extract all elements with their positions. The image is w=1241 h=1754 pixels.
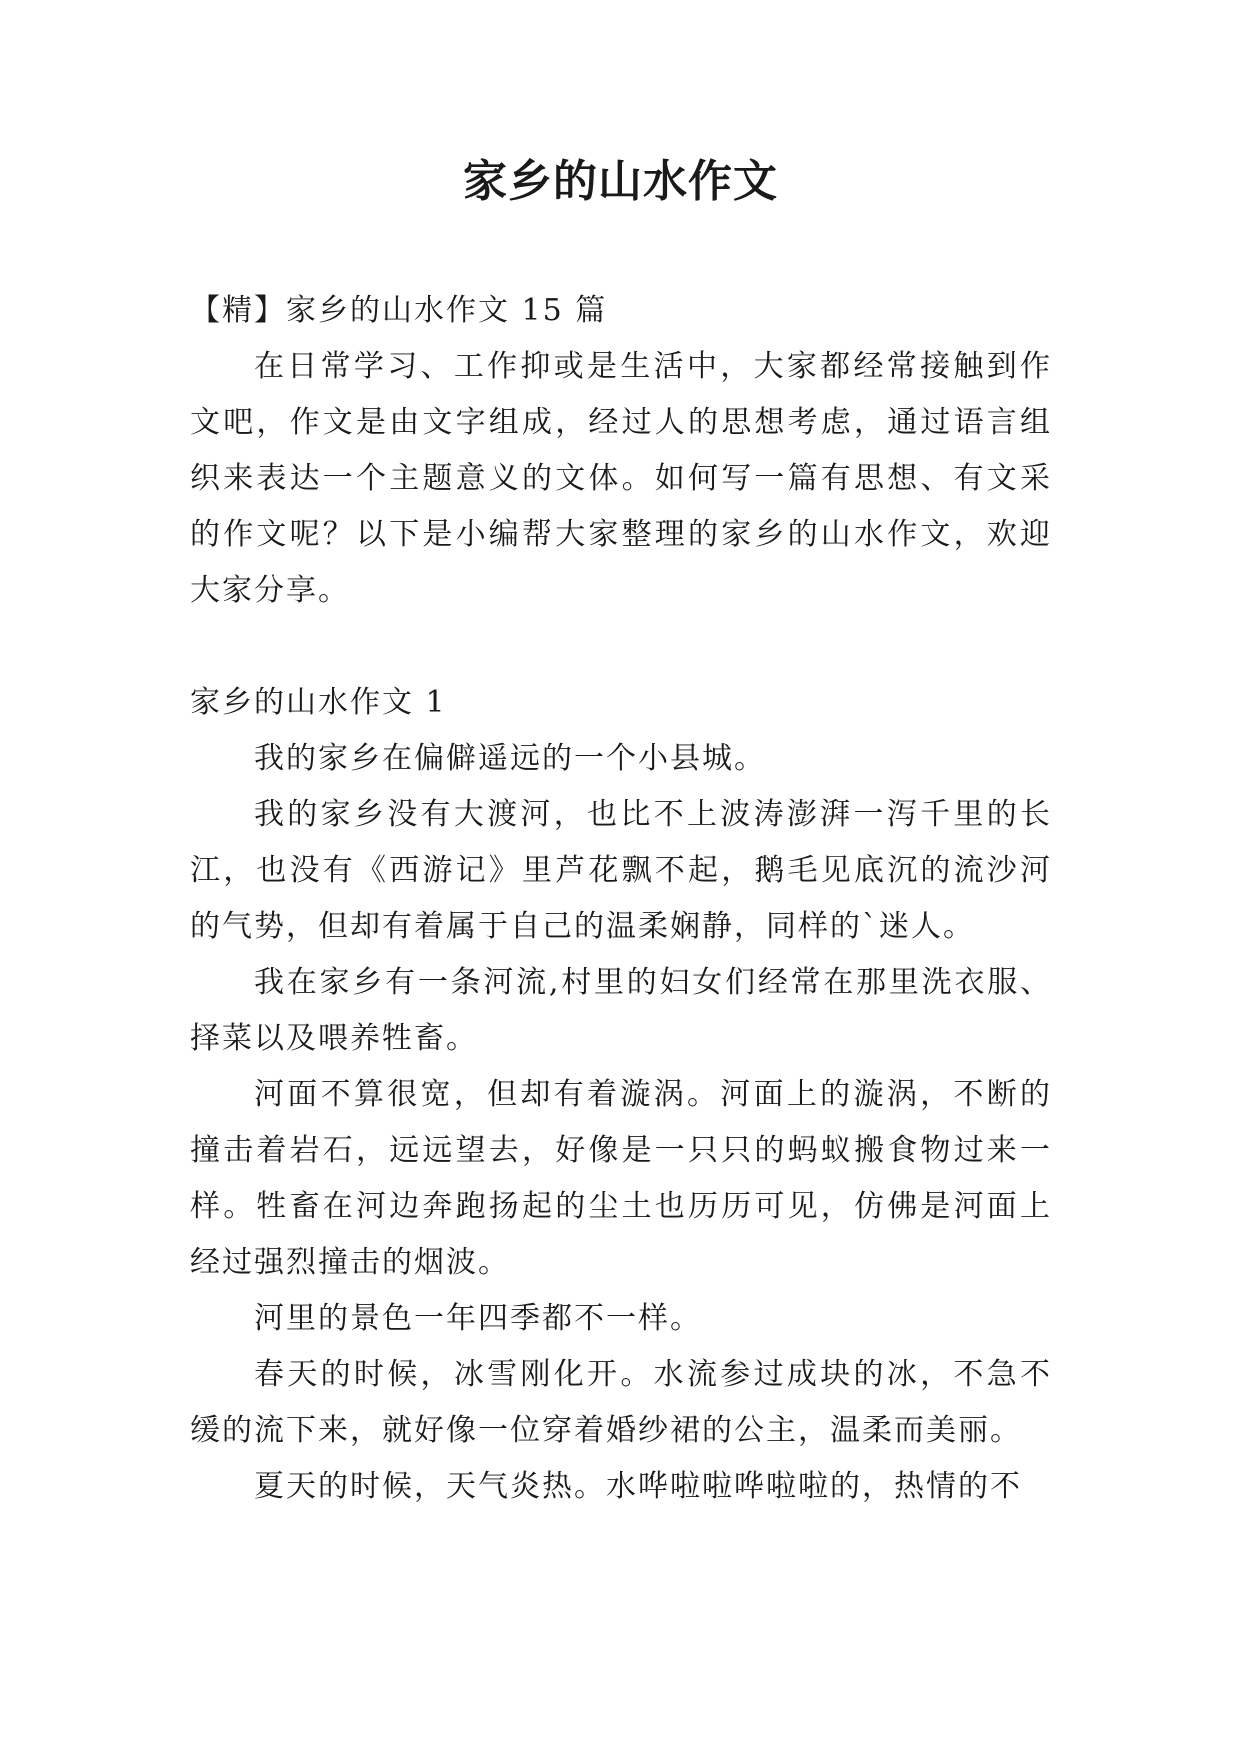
section-heading: 家乡的山水作文 1 (190, 685, 447, 720)
document-title: 家乡的山水作文 (463, 156, 778, 207)
essay-paragraph: 我的家乡在偏僻遥远的一个小县城。 (254, 741, 766, 776)
essay-paragraph: 河里的景色一年四季都不一样。 (254, 1301, 702, 1336)
document-body (190, 283, 1052, 1515)
collection-subtitle: 【精】家乡的山水作文 15 篇 (190, 293, 608, 328)
essay-paragraph: 我的家乡没有大渡河，也比不上波涛澎湃一泻千里的长江，也没有《西游记》里芦花飘不起，鹅毛见底沉的流沙河的气势，但却有着属于自己的温柔娴静，同样的`迷人。 (190, 797, 1052, 944)
essay-paragraph: 夏天的时候，天气炎热。水哗啦啦哗啦啦的，热情的不 (254, 1469, 1022, 1504)
section-spacer (190, 619, 1052, 675)
intro-paragraph: 在日常学习、工作抑或是生活中，大家都经常接触到作文吧，作文是由文字组成，经过人的思想考虑，通过语言组织来表达一个主题意义的文体。如何写一篇有思想、有文采的作文呢？以下是小编帮大家整理的家乡的山水作文，欢迎大家分享。 (190, 349, 1052, 608)
essay-paragraph: 春天的时候，冰雪刚化开。水流参过成块的冰，不急不缓的流下来，就好像一位穿着婚纱裙的公主，温柔而美丽。 (190, 1357, 1052, 1448)
essay-paragraph: 我在家乡有一条河流,村里的妇女们经常在那里洗衣服、择菜以及喂养牲畜。 (190, 965, 1052, 1056)
essay-paragraph: 河面不算很宽，但却有着漩涡。河面上的漩涡，不断的撞击着岩石，远远望去，好像是一只只的蚂蚁搬食物过来一样。牲畜在河边奔跑扬起的尘土也历历可见，仿佛是河面上经过强烈撞击的烟波。 (190, 1077, 1052, 1280)
